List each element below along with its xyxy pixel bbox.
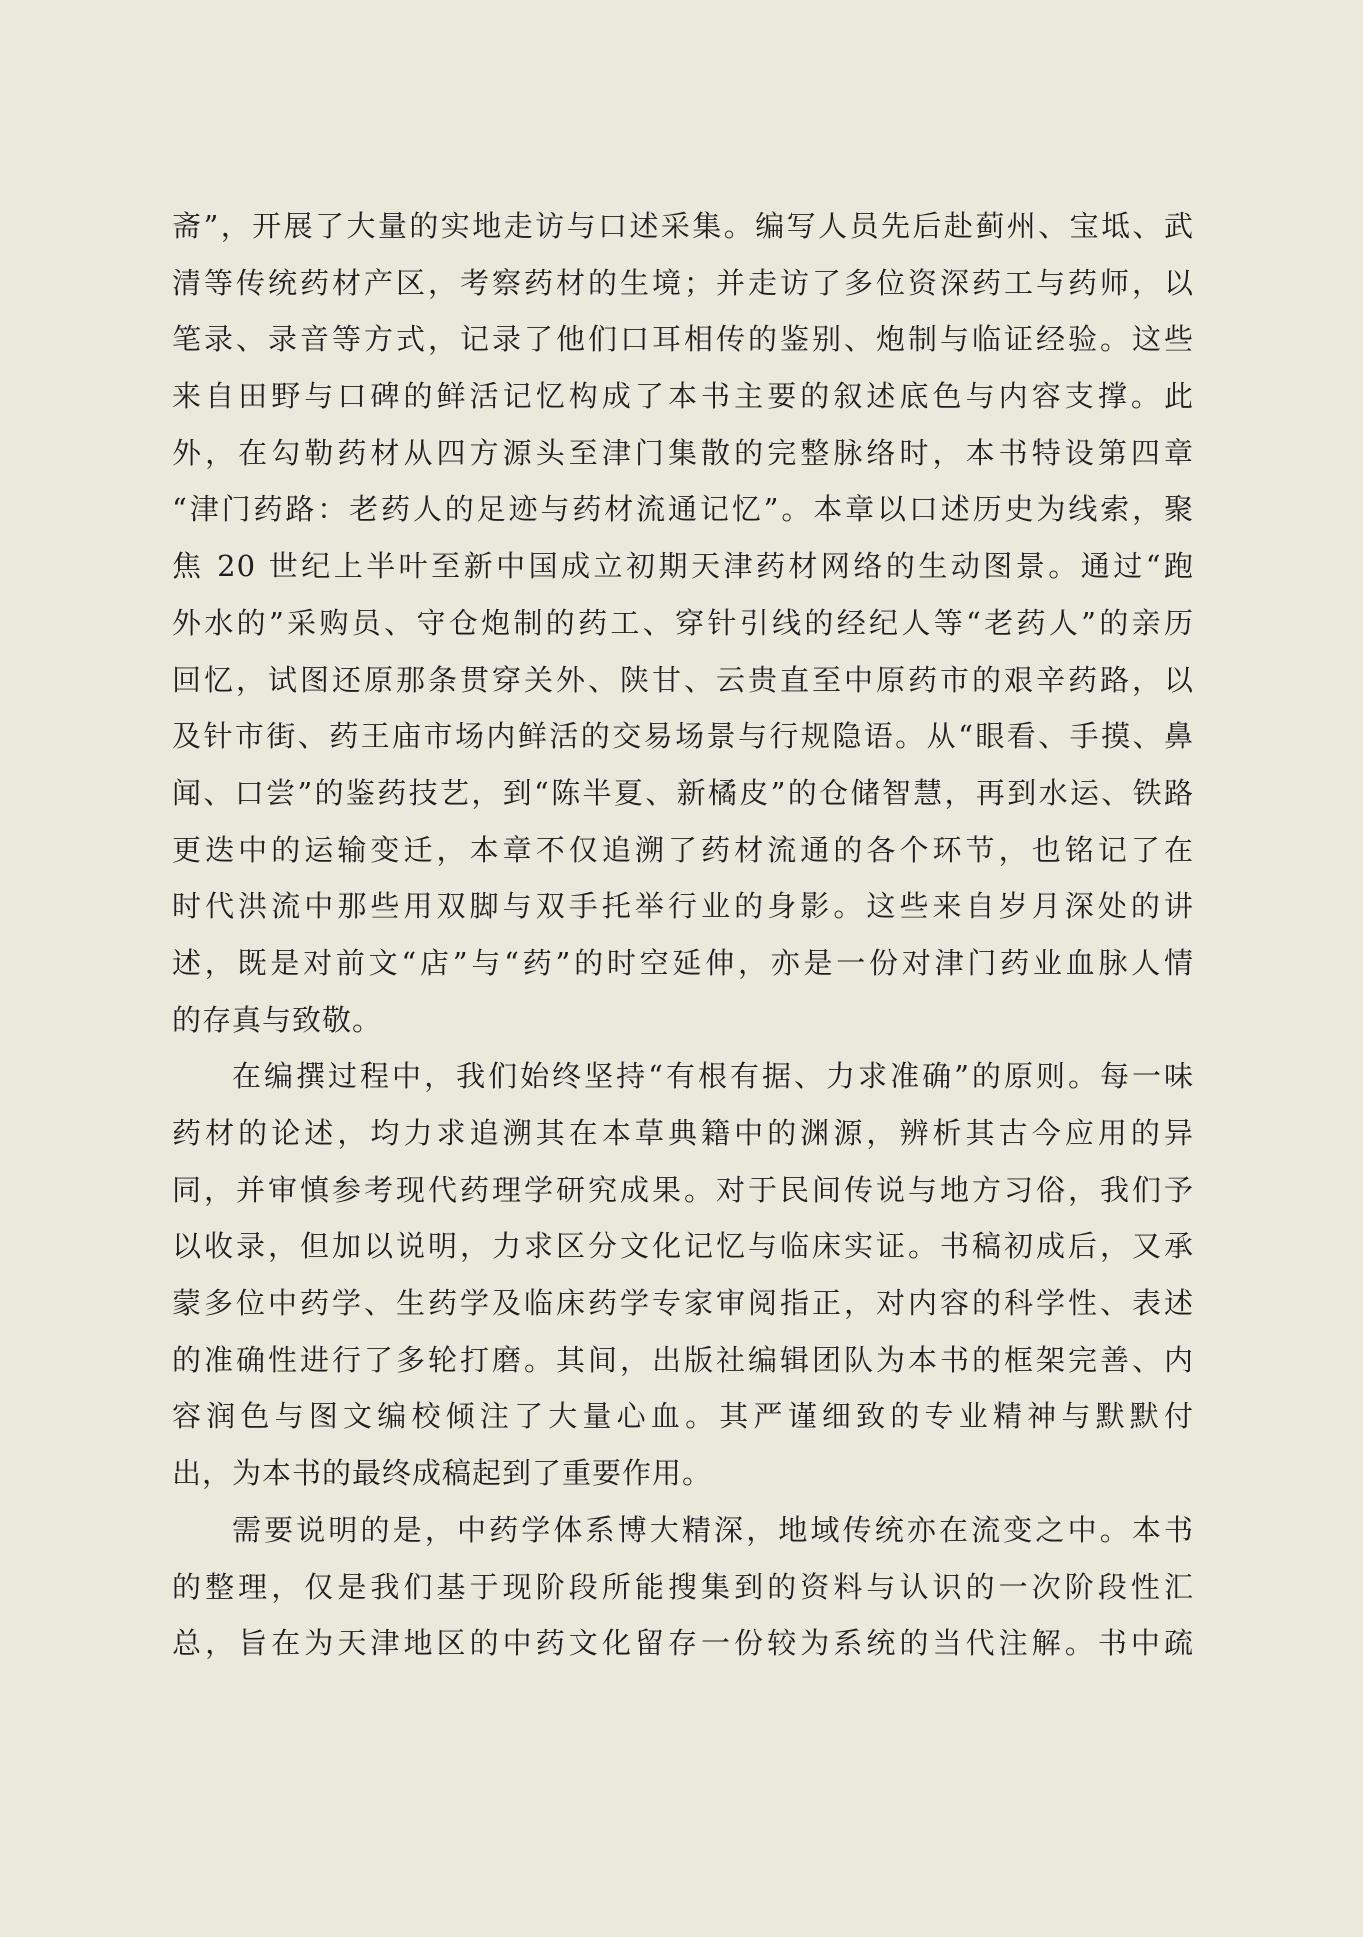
text-line: 的整理，仅是我们基于现阶段所能搜集到的资料与认识的一次阶段性汇 bbox=[172, 1569, 1194, 1604]
text-line: 药材的论述，均力求追溯其在本草典籍中的渊源，辨析其古今应用的异 bbox=[172, 1116, 1194, 1150]
paragraph-1 bbox=[172, 198, 1194, 1048]
body-text bbox=[172, 198, 1194, 1672]
text-line: 回忆，试图还原那条贯穿关外、陕甘、云贵直至中原药市的艰辛药路，以 bbox=[172, 662, 1194, 697]
text-line: 闻、口尝”的鉴药技艺，到“陈半夏、新橘皮”的仓储智慧，再到水运、铁路 bbox=[172, 775, 1194, 810]
text-line: 及针市街、药王庙市场内鲜活的交易场景与行规隐语。从“眼看、手摸、鼻 bbox=[172, 719, 1194, 754]
text-line: 清等传统药材产区，考察药材的生境；并走访了多位资深药工与药师，以 bbox=[172, 265, 1194, 300]
text-line: 焦 20 世纪上半叶至新中国成立初期天津药材网络的生动图景。通过“跑 bbox=[172, 549, 1194, 584]
text-line: 总，旨在为天津地区的中药文化留存一份较为系统的当代注解。书中疏 bbox=[172, 1626, 1194, 1661]
text-line: “津门药路：老药人的足迹与药材流通记忆”。本章以口述历史为线索，聚 bbox=[172, 492, 1194, 527]
text-line: 同，并审慎参考现代药理学研究成果。对于民间传说与地方习俗，我们予 bbox=[172, 1172, 1194, 1207]
text-line: 蒙多位中药学、生药学及临床药学专家审阅指正，对内容的科学性、表述 bbox=[172, 1286, 1194, 1321]
text-line: 的准确性进行了多轮打磨。其间，出版社编辑团队为本书的框架完善、内 bbox=[172, 1342, 1194, 1377]
paragraph-3 bbox=[172, 1502, 1194, 1672]
text-line: 时代洪流中那些用双脚与双手托举行业的身影。这些来自岁月深处的讲 bbox=[172, 889, 1194, 924]
text-line: 的存真与致敬。 bbox=[172, 1002, 383, 1037]
text-line: 斋”，开展了大量的实地走访与口述采集。编写人员先后赴蓟州、宝坻、武 bbox=[172, 209, 1194, 243]
text-line: 外水的”采购员、守仓炮制的药工、穿针引线的经纪人等“老药人”的亲历 bbox=[172, 605, 1194, 640]
text-line: 以收录，但加以说明，力求区分文化记忆与临床实证。书稿初成后，又承 bbox=[172, 1229, 1194, 1264]
text-line: 更迭中的运输变迁，本章不仅追溯了药材流通的各个环节，也铭记了在 bbox=[172, 832, 1194, 867]
text-line: 述，既是对前文“店”与“药”的时空延伸，亦是一份对津门药业血脉人情 bbox=[172, 945, 1194, 980]
text-line: 来自田野与口碑的鲜活记忆构成了本书主要的叙述底色与内容支撑。此 bbox=[172, 379, 1194, 414]
text-line: 容润色与图文编校倾注了大量心血。其严谨细致的专业精神与默默付 bbox=[172, 1399, 1194, 1434]
paragraph-2 bbox=[172, 1048, 1194, 1502]
text-line: 外，在勾勒药材从四方源头至津门集散的完整脉络时，本书特设第四章 bbox=[172, 435, 1194, 470]
text-line: 需要说明的是，中药学体系博大精深，地域传统亦在流变之中。本书 bbox=[232, 1512, 1194, 1547]
text-line: 出，为本书的最终成稿起到了重要作用。 bbox=[172, 1456, 713, 1491]
text-line: 笔录、录音等方式，记录了他们口耳相传的鉴别、炮制与临证经验。这些 bbox=[172, 322, 1194, 357]
text-line: 在编撰过程中，我们始终坚持“有根有据、力求准确”的原则。每一味 bbox=[232, 1059, 1194, 1094]
